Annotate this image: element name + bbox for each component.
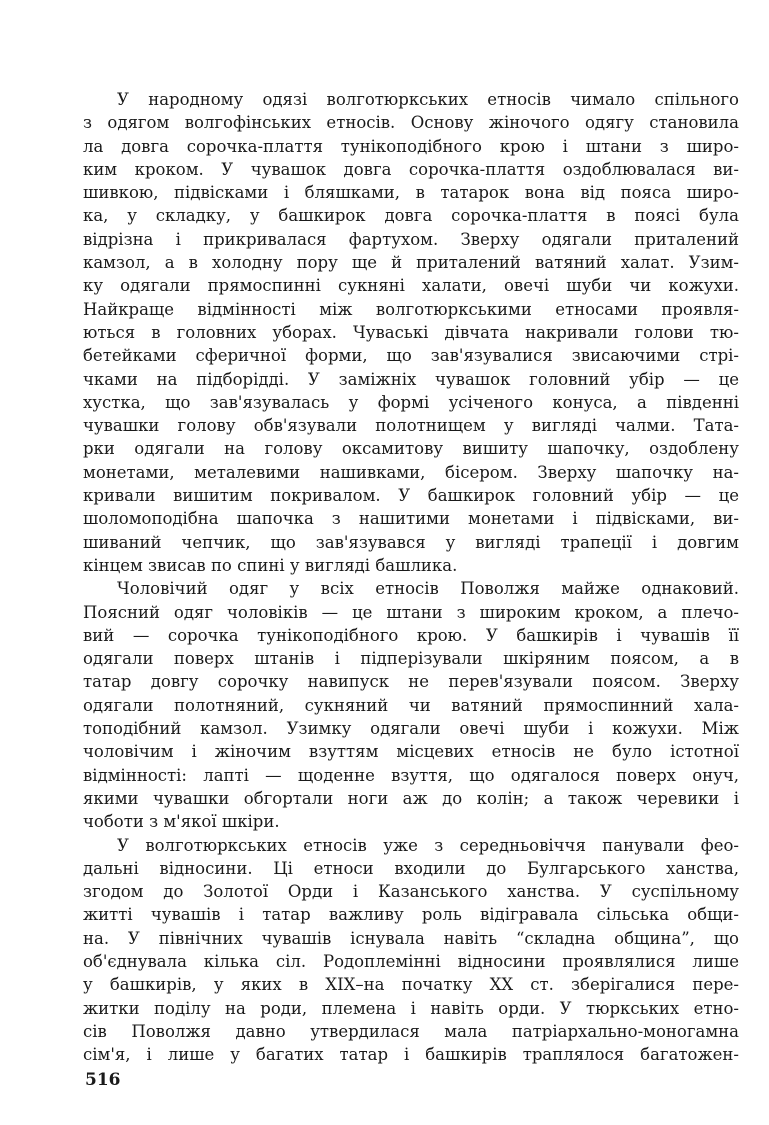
text-line: ка, у складку, у башкирок довга сорочка-плаття в поясі була (83, 206, 739, 226)
text-line: Чоловічий одяг у всіх етносів Поволжя майже однаковий. (117, 579, 739, 599)
text-line: чувашки голову обв'язували полотнищем у вигляді чалми. Тата- (83, 416, 739, 436)
text-line: У волготюркських етносів уже з середньовіччя панували фео- (117, 835, 739, 855)
text-line: сім'я, і лише у багатих татар і башкирів траплялося багатожен- (83, 1045, 739, 1065)
text-line: з одягом волгофінських етносів. Основу жіночого одягу становила (83, 113, 739, 133)
body-text (83, 88, 739, 1066)
text-line: одягали полотняний, сукняний чи ватяний прямоспинний хала- (83, 695, 739, 715)
text-line: ку одягали прямоспинні сукняні халати, овечі шуби чи кожухи. (83, 276, 739, 296)
text-line: хустка, що зав'язувалась у формі усіченого конуса, а південні (83, 392, 739, 412)
text-line: відрізна і прикривалася фартухом. Зверху одягали приталений (83, 229, 739, 249)
text-line: вий — сорочка тунікоподібного крою. У башкирів і чувашів її (83, 625, 739, 645)
text-line: монетами, металевими нашивками, бісером. Зверху шапочку на- (83, 462, 739, 482)
text-line: шиваний чепчик, що зав'язувався у вигляді трапеції і довгим (83, 532, 739, 552)
text-line: у башкирів, у яких в XIX–на початку XX ст. зберігалися пере- (83, 975, 739, 995)
text-line: дальні відносини. Ці етноси входили до Булгарського ханства, (83, 858, 739, 878)
text-line: чоботи з м'якої шкіри. (83, 812, 280, 832)
text-line: чками на підборідді. У заміжніх чувашок головний убір — це (83, 369, 739, 389)
text-line: ла довга сорочка-плаття тунікоподібного крою і штани з широ- (83, 136, 739, 156)
text-line: на. У північних чувашів існувала навіть “складна община”, що (83, 928, 739, 948)
text-line: рки одягали на голову оксамитову вишиту шапочку, оздоблену (83, 439, 739, 459)
paragraph-3 (83, 834, 739, 1067)
text-line: татар довгу сорочку навипуск не перев'язували поясом. Зверху (83, 672, 739, 692)
text-line: чоловічим і жіночим взуттям місцевих етносів не було істотної (83, 742, 739, 762)
text-line: сів Поволжя давно утвердилася мала патріархально-моногамна (83, 1021, 739, 1041)
text-line: житті чувашів і татар важливу роль відігравала сільська общи- (83, 905, 739, 925)
paragraph-2 (83, 577, 739, 833)
text-line: топодібний камзол. Узимку одягали овечі шуби і кожухи. Між (83, 719, 739, 739)
text-line: ються в головних уборах. Чуваські дівчата накривали голови тю- (83, 322, 739, 342)
text-line: ким кроком. У чувашок довга сорочка-плаття оздоблювалася ви- (83, 159, 739, 179)
paragraph-1 (83, 88, 739, 577)
text-line: У народному одязі волготюркських етносів чимало спільного (117, 90, 739, 109)
text-line: кривали вишитим покривалом. У башкирок головний убір — це (83, 486, 739, 506)
text-line: одягали поверх штанів і підперізували шкіряним поясом, а в (83, 649, 739, 669)
text-line: Найкраще відмінності між волготюркськими етносами проявля- (83, 299, 739, 319)
text-line: Поясний одяг чоловіків — це штани з широким кроком, а плечо- (83, 602, 739, 622)
text-line: бетейками сферичної форми, що зав'язувалися звисаючими стрі- (83, 346, 739, 366)
text-line: об'єднувала кілька сіл. Родоплемінні відносини проявлялися лише (83, 951, 739, 971)
text-line: кінцем звисав по спині у вигляді башлика. (83, 555, 458, 575)
text-line: шивкою, підвісками і бляшками, в татарок вона від пояса широ- (83, 183, 739, 203)
text-line: камзол, а в холодну пору ще й приталений ватяний халат. Узим- (83, 253, 739, 273)
text-line: якими чувашки обгортали ноги аж до колін; а також черевики і (83, 788, 739, 808)
text-line: відмінності: лапті — щоденне взуття, що одягалося поверх онуч, (83, 765, 739, 785)
text-line: шоломоподібна шапочка з нашитими монетами і підвісками, ви- (83, 509, 739, 529)
page-number: 516 (85, 1070, 121, 1090)
text-line: згодом до Золотої Орди і Казанського ханства. У суспільному (83, 882, 739, 902)
text-line: житки поділу на роди, племена і навіть орди. У тюркських етно- (83, 998, 739, 1018)
